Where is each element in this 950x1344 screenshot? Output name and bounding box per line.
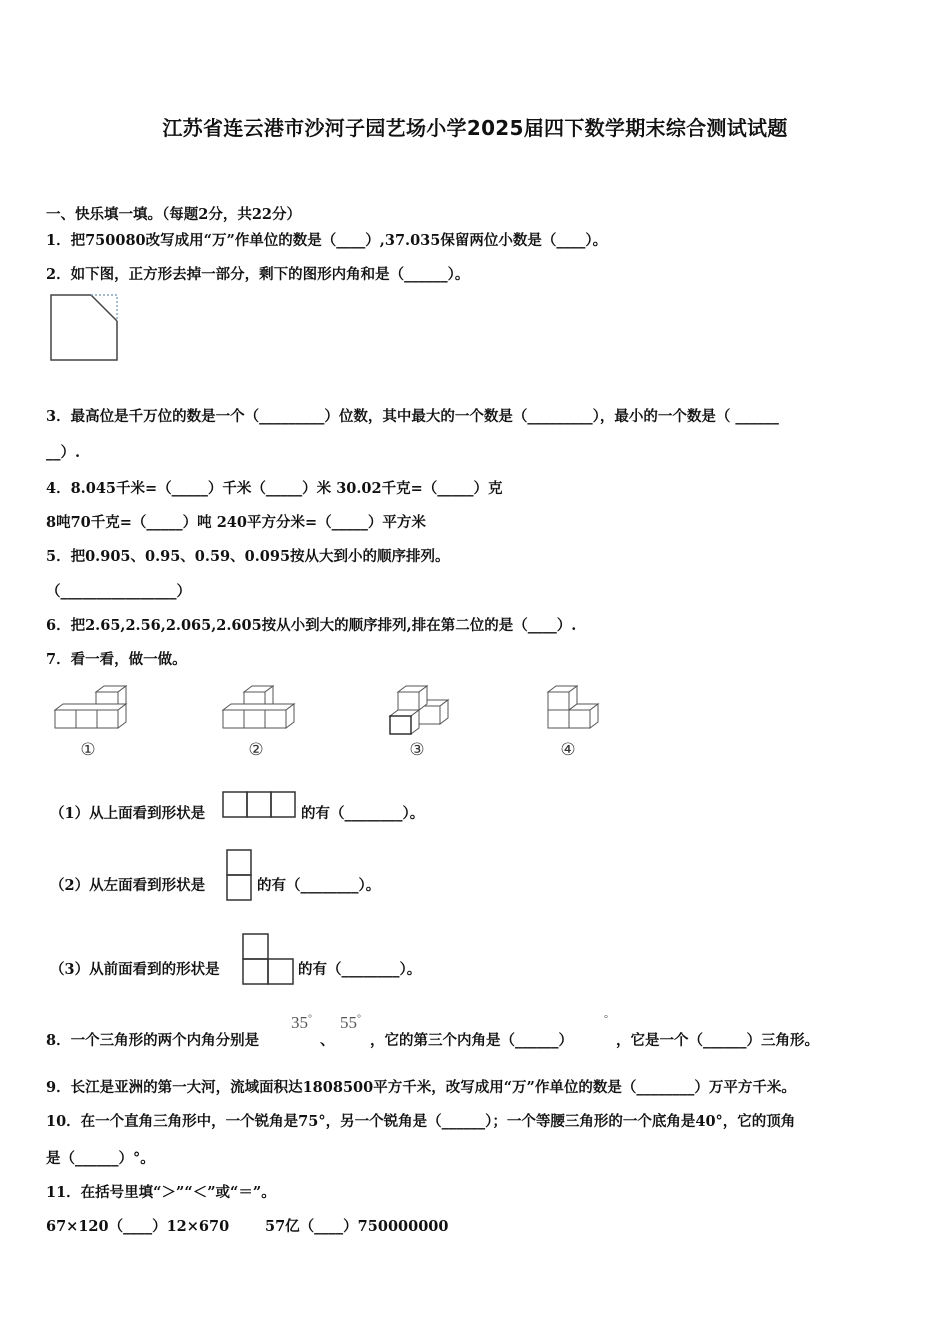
question-2: 2．如下图，正方形去掉一部分，剩下的图形内角和是（______）。: [46, 266, 470, 283]
cube-figure-2: [218, 684, 308, 759]
question-7-2-suffix: 的有（________）。: [257, 877, 381, 894]
question-7: 7．看一看，做一做。: [46, 651, 187, 668]
cube-figure-4: [543, 684, 633, 759]
question-5-line1: 5．把0.905、0.95、0.59、0.095按从大到小的顺序排列。: [46, 548, 450, 565]
question-7-3-suffix: 的有（________）。: [298, 961, 422, 978]
view-two-stacked: [226, 849, 254, 903]
degree-symbol-3: °: [604, 1014, 608, 1025]
question-7-1-prefix: （1）从上面看到形状是: [50, 805, 206, 822]
cube-figure-1: [50, 684, 140, 759]
question-1: 1．把750080改写成用“万”作单位的数是（____）,37.035保留两位小数是（____）。: [46, 232, 608, 249]
cube-figure-3: [385, 682, 475, 759]
angle-55-value: 55: [340, 1013, 357, 1032]
figure-label-4: ④: [560, 740, 576, 760]
question-7-2-prefix: （2）从左面看到形状是: [50, 877, 206, 894]
question-10-line2: 是（______）°。: [46, 1150, 155, 1167]
view-l-shape: [242, 933, 296, 987]
figure-label-1: ①: [80, 740, 96, 760]
page-title: 江苏省连云港市沙河子园艺场小学2025届四下数学期末综合测试试题: [162, 116, 788, 140]
angle-35-value: 35: [291, 1013, 308, 1032]
question-8-separator: 、: [320, 1032, 335, 1049]
question-4-line1: 4．8.045千米=（_____）千米（_____）米 30.02千克=（_____）克: [46, 480, 503, 497]
question-4-line2: 8吨70千克=（_____）吨 240平方分米=（_____）平方米: [46, 514, 426, 531]
degree-symbol-2: °: [357, 1013, 361, 1025]
question-10-line1: 10．在一个直角三角形中，一个锐角是75°，另一个锐角是（______）；一个等腰三角形的一个底角是40°，它的顶角: [46, 1113, 796, 1130]
question-11: 11．在括号里填“＞”“＜”或“＝”。: [46, 1184, 276, 1201]
question-9: 9．长江是亚洲的第一大河，流域面积达1808500平方千米，改写成用“万”作单位的数是（________）万平方千米。: [46, 1079, 796, 1096]
question-8-suffix: ，它是一个（______）三角形。: [616, 1032, 819, 1049]
question-7-1-suffix: 的有（________）。: [301, 805, 425, 822]
question-5-line2: （________________）: [46, 583, 191, 600]
question-7-3-prefix: （3）从前面看到的形状是: [50, 961, 220, 978]
question-8-prefix: 8．一个三角形的两个内角分别是: [46, 1032, 260, 1049]
figure-label-3: ③: [409, 740, 425, 760]
view-three-in-row: [222, 791, 298, 819]
question-3-line2: __）.: [46, 444, 81, 461]
question-8-middle: ，它的第三个内角是（______）: [370, 1032, 573, 1049]
angle-55: [340, 1013, 361, 1033]
angle-35: [291, 1013, 312, 1033]
question-6: 6．把2.65,2.56,2.065,2.605按从小到大的顺序排列,排在第二位的是（____）.: [46, 617, 577, 634]
question-11-b: 57亿（____）750000000: [265, 1218, 449, 1235]
section-heading: 一、快乐填一填。（每题2分，共22分）: [46, 206, 302, 223]
question-11-a: 67×120（____）12×670: [46, 1218, 230, 1235]
question-3-line1: 3．最高位是千万位的数是一个（_________）位数，其中最大的一个数是（_________），最小的一个数是（ ______: [46, 408, 779, 425]
cut-square-figure: [49, 293, 121, 363]
figure-label-2: ②: [248, 740, 264, 760]
degree-symbol-1: °: [308, 1013, 312, 1025]
